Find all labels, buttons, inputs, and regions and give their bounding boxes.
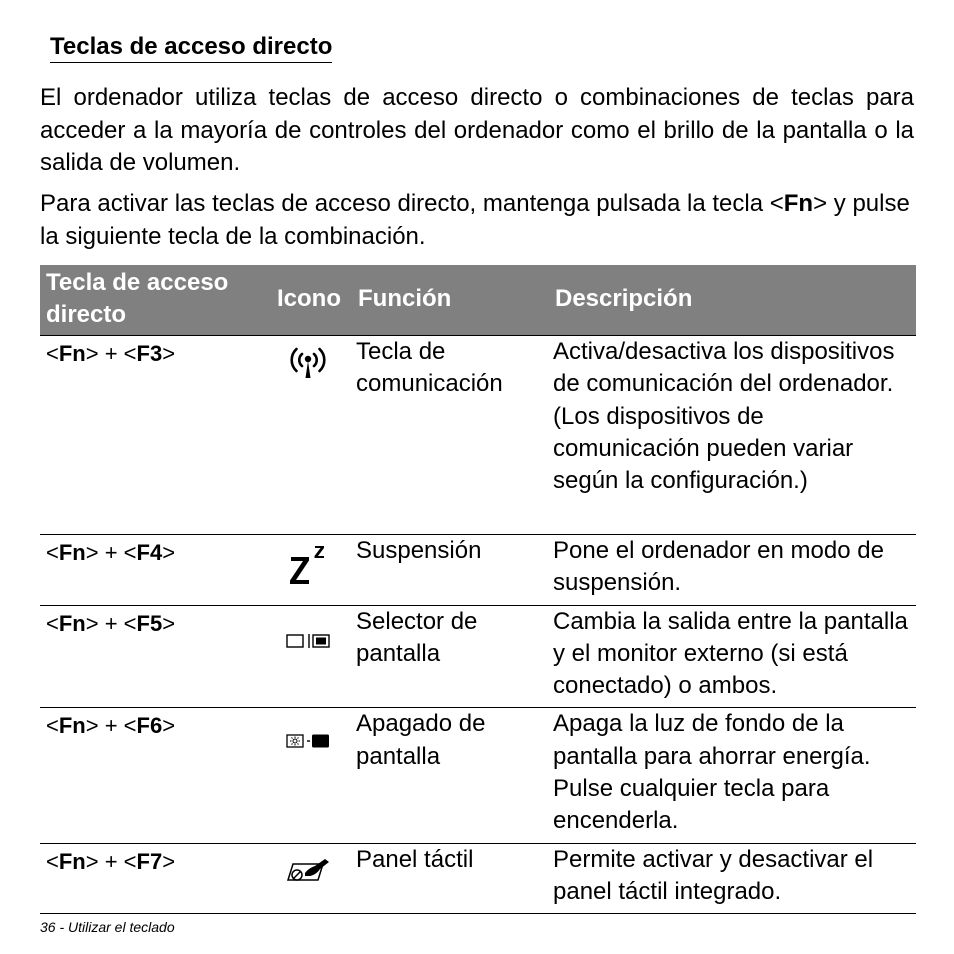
table-row [40, 336, 916, 535]
table-header-row [40, 265, 916, 336]
page-footer: 36 - Utilizar el teclado [40, 919, 175, 935]
function-cell: Apagado de pantalla [352, 708, 549, 843]
hotkey-cell: <Fn> + <F7> [40, 843, 264, 914]
description-cell: Apaga la luz de fondo de la pantalla para ahorrar energía. Pulse cualquier tecla para encenderla. [549, 708, 916, 843]
description-cell: Pone el ordenador en modo de suspensión. [549, 535, 916, 606]
hotkey-cell: <Fn> + <F5> [40, 605, 264, 708]
description-cell: Permite activar y desactivar el panel táctil integrado. [549, 843, 916, 914]
header-hotkey: Tecla de acceso directo [40, 265, 264, 336]
sleep-icon [285, 543, 331, 596]
touchpad-toggle-icon [285, 858, 331, 893]
function-cell: Selector de pantalla [352, 605, 549, 708]
display-off-icon [285, 726, 331, 758]
function-cell: Tecla de comunicación [352, 336, 549, 535]
table-row [40, 605, 916, 708]
instruction-text-after: > y pulse la siguiente tecla de la combinación. [40, 190, 910, 250]
instruction-text-before: Para activar las teclas de acceso directo, mantenga pulsada la tecla < [40, 190, 784, 217]
instruction-key: Fn [783, 190, 814, 217]
header-icon: Icono [264, 265, 352, 336]
wireless-icon [285, 344, 331, 389]
table-row [40, 843, 916, 914]
table-row [40, 535, 916, 606]
table-row [40, 708, 916, 843]
hotkey-cell: <Fn> + <F4> [40, 535, 264, 606]
hotkey-cell: <Fn> + <F6> [40, 708, 264, 843]
display-switch-icon [285, 626, 331, 658]
function-cell: Panel táctil [352, 843, 549, 914]
description-cell: Activa/desactiva los dispositivos de comunicación del ordenador. (Los dispositivos de comunicación pueden variar según la configuración.) [549, 336, 916, 535]
header-function: Función [352, 265, 549, 336]
section-title: Teclas de acceso directo [50, 32, 332, 63]
description-cell: Cambia la salida entre la pantalla y el monitor externo (si está conectado) o ambos. [549, 605, 916, 708]
function-cell: Suspensión [352, 535, 549, 606]
instruction-paragraph [40, 188, 914, 253]
hotkey-cell: <Fn> + <F3> [40, 336, 264, 535]
intro-paragraph: El ordenador utiliza teclas de acceso directo o combinaciones de teclas para acceder a la mayoría de controles del ordenador como el brillo de la pantalla o la salida de volumen. [40, 84, 914, 176]
header-description: Descripción [549, 265, 916, 336]
hotkey-table [40, 265, 916, 914]
